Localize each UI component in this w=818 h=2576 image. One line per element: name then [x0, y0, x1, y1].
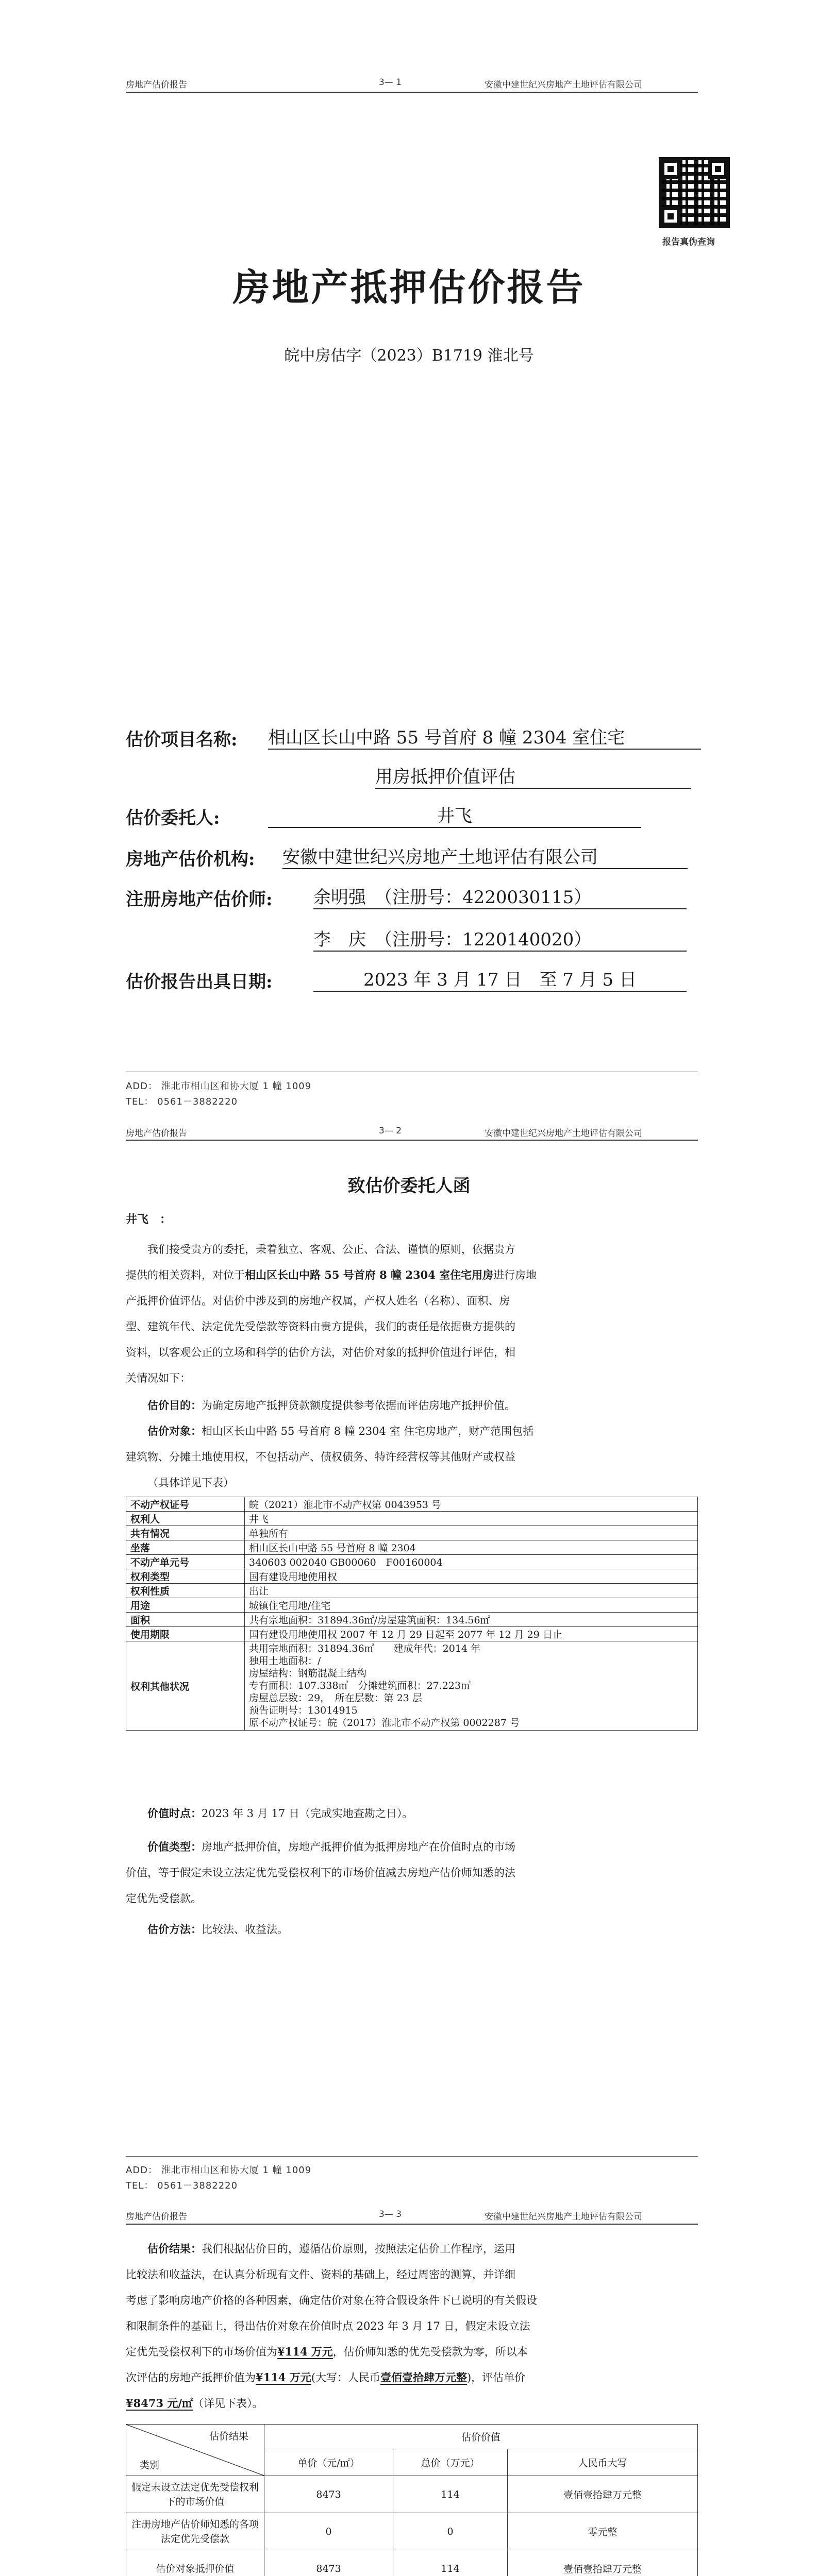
property-row — [126, 1526, 698, 1540]
page-header-number: 3— 3 — [379, 2209, 402, 2219]
property-row — [126, 1540, 698, 1555]
row-total: 114 — [393, 2476, 508, 2513]
property-key: 权利类型 — [126, 1569, 245, 1584]
row-category: 注册房地产估价师知悉的各项法定优先受偿款 — [126, 2513, 264, 2550]
qr-code-icon[interactable] — [659, 157, 730, 228]
property-row — [126, 1569, 698, 1584]
result-row — [126, 2476, 698, 2513]
row-rmb: 零元整 — [508, 2513, 698, 2550]
result-line: 考虑了影响房地产价格的各种因素，确定估价对象在符合假设条件下已说明的有关假设 — [126, 2294, 537, 2307]
header-rule — [126, 1140, 698, 1141]
property-row — [126, 1512, 698, 1526]
property-row — [126, 1627, 698, 1641]
intro-line: 资料，以客观公正的立场和科学的估价方法，对估价对象的抵押价值进行评估，相 — [126, 1346, 515, 1359]
intro-line: 关情况如下： — [126, 1372, 191, 1384]
result-line: 定优先受偿权利下的市场价值为¥114 万元，估价师知悉的优先受偿款为零，所以本 — [126, 2345, 528, 2358]
value-date-label: 价值时点： — [147, 1807, 202, 1820]
other-status-line: 预告证明号：13014915 — [249, 1705, 358, 1716]
footer-rule — [126, 2156, 698, 2157]
row-category: 估价对象抵押价值 — [126, 2550, 264, 2576]
report-number: 皖中房估字（2023）B1719 淮北号 — [284, 347, 534, 365]
page-header-left: 房地产估价报告 — [126, 2212, 187, 2222]
property-value: 共有宗地面积：31894.36㎡/房屋建筑面积：134.56㎡ — [245, 1613, 698, 1627]
property-value: 井飞 — [245, 1512, 698, 1526]
project-name-value-cont: 用房抵押价值评估 — [375, 762, 691, 789]
project-name-label: 估价项目名称: — [126, 730, 238, 750]
other-status-line: 房屋结构：钢筋混凝土结构 — [249, 1668, 367, 1679]
footer-tel: TEL： 0561－3882220 — [126, 2180, 238, 2191]
row-category: 假定未设立法定优先受偿权利下的市场价值 — [126, 2476, 264, 2513]
property-value: 相山区长山中路 55 号首府 8 幢 2304 — [245, 1540, 698, 1555]
value-type-line: 定优先受偿款。 — [126, 1892, 202, 1905]
footer-address: ADD： 淮北市相山区和协大厦 1 幢 1009 — [126, 2165, 312, 2176]
property-key: 使用期限 — [126, 1627, 245, 1641]
other-status-line: 专有面积：107.338㎡ 分摊建筑面积：27.223㎡ — [249, 1680, 471, 1691]
object-label: 估价对象： — [147, 1425, 202, 1437]
other-status-line: 房屋总层数：29， 所在层数：第 23 层 — [249, 1692, 422, 1704]
footer-tel: TEL： 0561－3882220 — [126, 1096, 238, 1107]
property-value: 国有建设用地使用权 2007 年 12 月 29 日起至 2077 年 12 月 29 日止 — [245, 1627, 698, 1641]
other-status-line: 原不动产权证号：皖（2017）淮北市不动产权第 0002287 号 — [249, 1717, 520, 1728]
row-unit-price: 0 — [264, 2513, 393, 2550]
value-col-header: 估价价值 — [264, 2425, 698, 2449]
property-value: 国有建设用地使用权 — [245, 1569, 698, 1584]
method-line — [126, 1917, 698, 1942]
client-value: 井飞 — [268, 802, 641, 828]
footer-address: ADD： 淮北市相山区和协大厦 1 幢 1009 — [126, 1081, 312, 1092]
intro-paragraph — [126, 1236, 698, 1391]
qr-caption: 报告真伪查询 — [662, 237, 715, 247]
object-line: （具体详见下表） — [147, 1477, 234, 1489]
object-paragraph: 估价对象：相山区长山中路 55 号首府 8 幢 2304 室 住宅房地产，财产范围包括 建筑物、分摊土地使用权，不包括动产、债权债务、特许经营权等其他财产或权益 （具体详见下表） — [126, 1418, 698, 1496]
result-paragraph: 估价结果：我们根据估价目的，遵循估价原则，按照法定估价工作程序，运用 比较法和收益法，在认真分析现有文件、资料的基础上，经过周密的测算，并详细 考虑了影响房地产价格的各种因素，确定估价对象在符合假设条件下已说明的有关假设 和限制条件的基础上，得出估价对象在价值时点 2023 年 3 月 17 日，假定未设立法 定优先受偿权利下的市场价值为¥114 万元，估价师知悉的优先受偿款为零，所以本 次评估的房地产抵押价值为¥114 万元(大写：人民币壹佰壹拾肆万元整)，评估单价 ¥8473 元/㎡（详见下表）。 — [126, 2236, 698, 2416]
result-row — [126, 2550, 698, 2576]
mortgage-value: ¥114 万元 — [256, 2371, 311, 2384]
property-key: 不动产权证号 — [126, 1497, 245, 1512]
page-header-right: 安徽中建世纪兴房地产土地评估有限公司 — [485, 80, 642, 90]
page-header-left: 房地产估价报告 — [126, 1128, 187, 1139]
result-label: 估价结果： — [147, 2242, 202, 2255]
category-label: 类别 — [140, 2460, 160, 2471]
property-key: 坐落 — [126, 1540, 245, 1555]
property-value: 城镇住宅用地/住宅 — [245, 1598, 698, 1613]
value-type-line: 价值，等于假定未设立法定优先受偿权利下的市场价值减去房地产估价师知悉的法 — [126, 1867, 515, 1879]
intro-line: 产抵押价值评估。对估价中涉及到的房地产权属，产权人姓名（名称）、面积、房 — [126, 1295, 510, 1307]
result-line: ¥8473 元/㎡（详见下表）。 — [126, 2397, 263, 2410]
property-key: 权利性质 — [126, 1584, 245, 1598]
agency-value: 安徽中建世纪兴房地产土地评估有限公司 — [282, 843, 688, 869]
property-value: 皖（2021）淮北市不动产权第 0043953 号 — [245, 1497, 698, 1512]
intro-line: 我们接受贵方的委托，秉着独立、客观、公正、合法、谨慎的原则，依据贵方 — [147, 1243, 515, 1256]
purpose-line — [126, 1393, 698, 1418]
intro-line: 提供的相关资料，对位于相山区长山中路 55 号首府 8 幢 2304 室住宅用房进行房地 — [126, 1268, 537, 1281]
project-name-value: 相山区长山中路 55 号首府 8 幢 2304 室住宅 — [268, 723, 701, 750]
appraiser-value-2: 李 庆 （注册号：1220140020） — [313, 925, 687, 952]
property-key: 权利人 — [126, 1512, 245, 1526]
property-row — [126, 1641, 698, 1731]
salutation: 井飞 ： — [126, 1213, 172, 1226]
page-header-right: 安徽中建世纪兴房地产土地评估有限公司 — [485, 2212, 642, 2222]
property-value: 出让 — [245, 1584, 698, 1598]
report-date-label: 估价报告出具日期: — [126, 972, 273, 992]
mortgage-value-upper: 壹佰壹拾肆万元整 — [380, 2371, 467, 2384]
result-table — [126, 2424, 698, 2576]
result-line: 次评估的房地产抵押价值为¥114 万元(大写：人民币壹佰壹拾肆万元整)，评估单价 — [126, 2371, 526, 2384]
property-key: 共有情况 — [126, 1526, 245, 1540]
total-header: 总价（万元） — [393, 2449, 508, 2476]
page-header-number: 3— 1 — [379, 77, 402, 88]
property-key: 权利其他状况 — [126, 1641, 245, 1731]
client-label: 估价委托人: — [126, 808, 220, 828]
value-type-paragraph: 价值类型：房地产抵押价值，房地产抵押价值为抵押房地产在价值时点的市场 价值，等于假定未设立法定优先受偿权利下的市场价值减去房地产估价师知悉的法 定优先受偿款。 — [126, 1834, 698, 1911]
property-value — [245, 1641, 698, 1731]
property-row — [126, 1598, 698, 1613]
unit-price: ¥8473 元/㎡ — [126, 2397, 193, 2410]
rmb-header: 人民币大写 — [508, 2449, 698, 2476]
other-status-line: 独用土地面积：/ — [249, 1655, 321, 1667]
property-key: 面积 — [126, 1613, 245, 1627]
appraiser-value-1: 余明强 （注册号：4220030115） — [313, 883, 687, 909]
agency-label: 房地产估价机构: — [126, 849, 255, 870]
market-value: ¥114 万元 — [277, 2345, 333, 2358]
value-date-value: 2023 年 3 月 17 日（完成实地查勘之日）。 — [202, 1807, 413, 1820]
property-row — [126, 1613, 698, 1627]
result-col-label: 估价结果 — [209, 2431, 248, 2442]
row-total: 114 — [393, 2550, 508, 2576]
method-value: 比较法、收益法。 — [202, 1923, 288, 1936]
property-value: 单独所有 — [245, 1526, 698, 1540]
row-rmb: 壹佰壹拾肆万元整 — [508, 2550, 698, 2576]
result-line: 和限制条件的基础上，得出估价对象在价值时点 2023 年 3 月 17 日，假定未设立法 — [126, 2320, 530, 2332]
other-status-line: 共用宗地面积：31894.36㎡ 建成年代：2014 年 — [249, 1643, 481, 1654]
unit-price-header: 单价（元/㎡） — [264, 2449, 393, 2476]
page-header-right: 安徽中建世纪兴房地产土地评估有限公司 — [485, 1128, 642, 1139]
purpose-label: 估价目的： — [147, 1399, 202, 1412]
row-rmb: 壹佰壹拾肆万元整 — [508, 2476, 698, 2513]
value-type-label: 价值类型： — [147, 1840, 202, 1853]
corner-cell — [126, 2425, 264, 2476]
object-line: 建筑物、分摊土地使用权，不包括动产、债权债务、特许经营权等其他财产或权益 — [126, 1451, 515, 1463]
property-row — [126, 1584, 698, 1598]
page-header-left: 房地产估价报告 — [126, 80, 187, 90]
intro-line: 型、建筑年代、法定优先受偿款等资料由贵方提供，我们的责任是依据贵方提供的 — [126, 1320, 515, 1333]
property-address: 相山区长山中路 55 号首府 8 幢 2304 室住宅用房 — [245, 1268, 494, 1281]
property-row — [126, 1555, 698, 1569]
property-key: 不动产单元号 — [126, 1555, 245, 1569]
value-date-line — [126, 1801, 698, 1826]
property-row — [126, 1497, 698, 1512]
header-rule — [126, 2224, 698, 2225]
letter-title: 致估价委托人函 — [347, 1176, 471, 1196]
method-label: 估价方法： — [147, 1923, 202, 1936]
appraiser-label: 注册房地产估价师: — [126, 889, 273, 910]
result-line: 比较法和收益法，在认真分析现有文件、资料的基础上，经过周密的测算，并详细 — [126, 2268, 515, 2281]
property-key: 用途 — [126, 1598, 245, 1613]
header-rule — [126, 92, 698, 93]
result-row — [126, 2513, 698, 2550]
property-value: 340603 002040 GB00060 F00160004 — [245, 1555, 698, 1569]
report-date-value: 2023 年 3 月 17 日 至 7 月 5 日 — [313, 965, 687, 992]
page-header-number: 3— 2 — [379, 1126, 402, 1136]
row-total: 0 — [393, 2513, 508, 2550]
purpose-value: 为确定房地产抵押贷款额度提供参考依据而评估房地产抵押价值。 — [202, 1399, 515, 1412]
property-table — [126, 1497, 698, 1731]
report-title: 房地产抵押估价报告 — [232, 265, 586, 309]
row-unit-price: 8473 — [264, 2476, 393, 2513]
row-unit-price: 8473 — [264, 2550, 393, 2576]
